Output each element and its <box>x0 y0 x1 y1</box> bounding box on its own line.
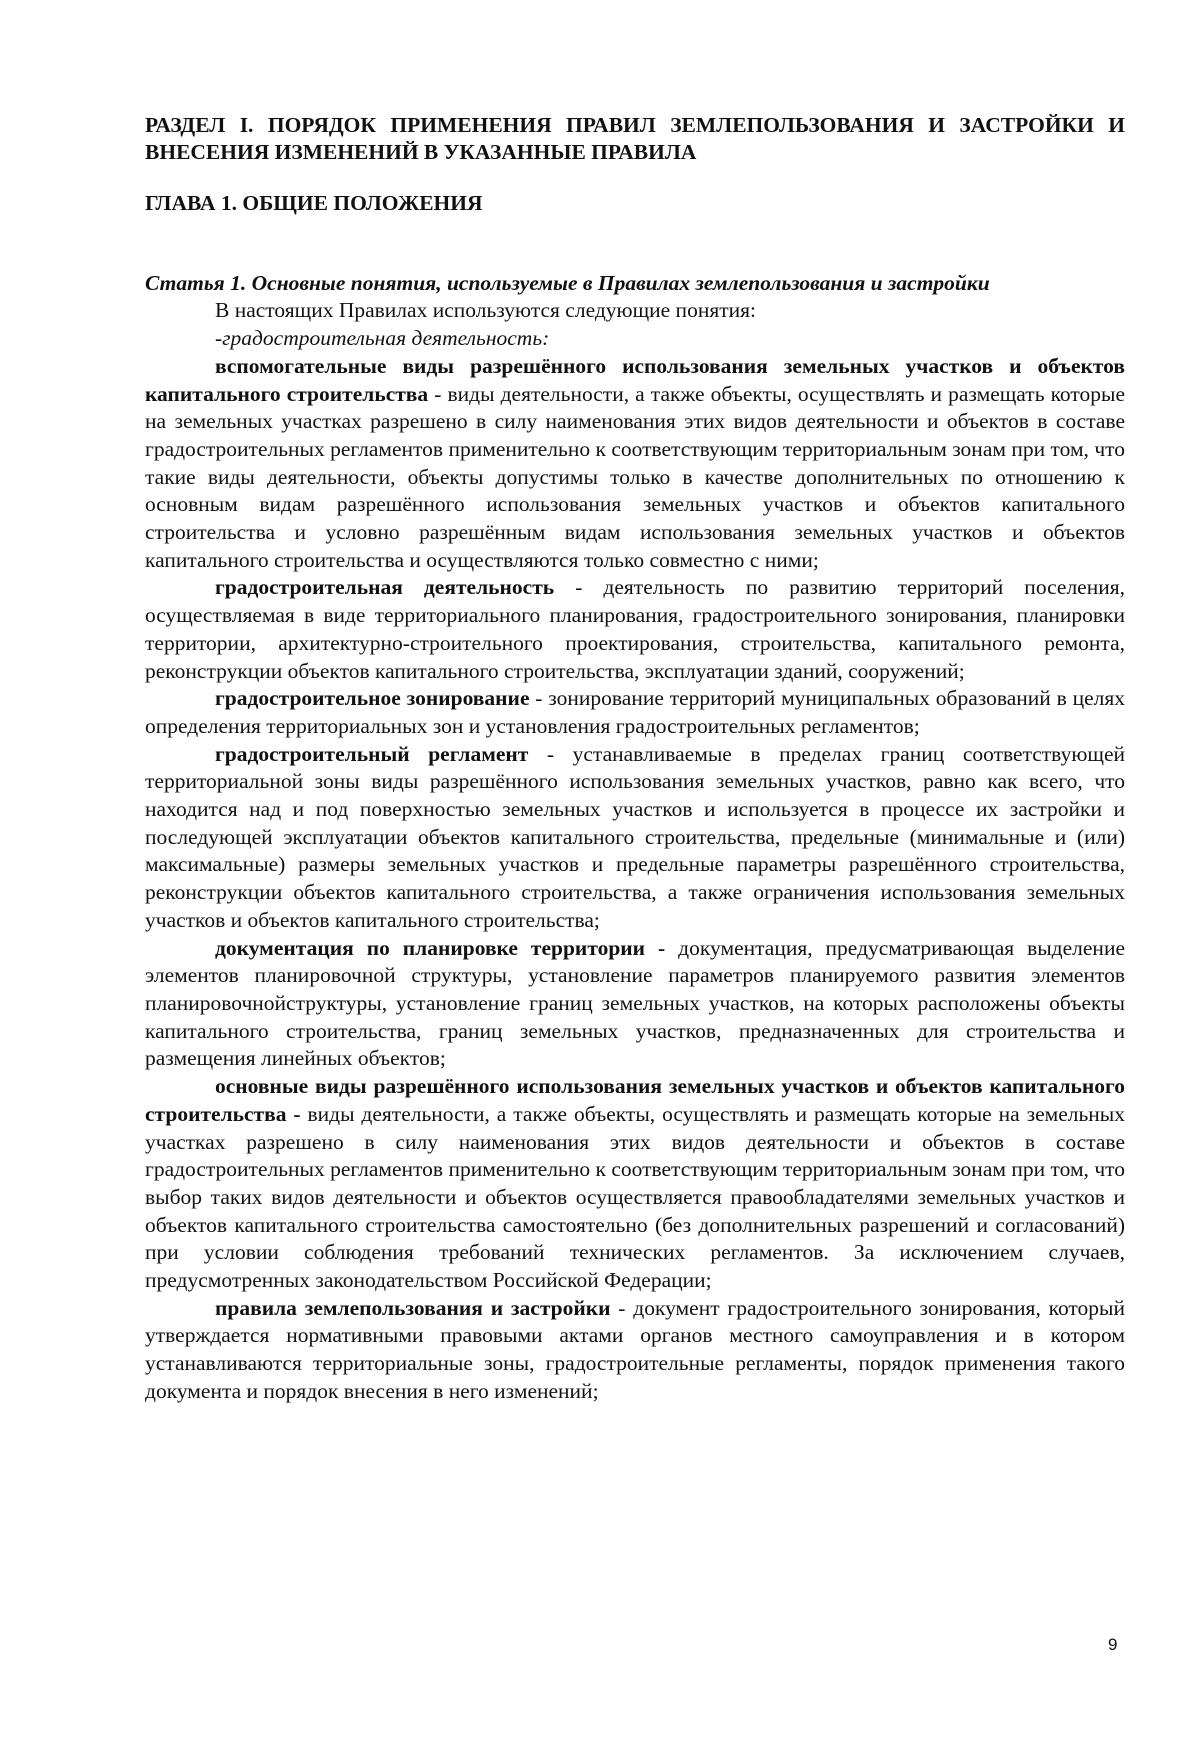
definition-paragraph <box>145 741 1125 935</box>
definition-term: документация по планировке территории - <box>215 935 666 960</box>
definition-term: градостроительный регламент <box>215 741 529 766</box>
definition-paragraph <box>145 1295 1125 1406</box>
definition-term: основные виды разрешённого использования земельных участков и объектов капитального строительства - <box>145 1074 1125 1126</box>
definition-text: - виды деятельности, а также объекты, осуществлять и размещать которые на земельных участках разрешено в силу наименования этих видов деятельности и объектов в составе градостроительных регламентов применительно к соответствующим территориальным зонам при том, что такие виды деятельности, объекты допустимы только в качестве дополнительных по отношению к основным видам разрешённого использования земельных участков и объектов капитального строительства и условно разрешённым видам использования земельных участков и объектов капитального строительства и осуществляются только совместно с ними; <box>145 381 1125 572</box>
article-title: Статья 1. Основные понятия, используемые в Правилах землепользования и застройки <box>145 270 990 295</box>
definition-paragraph <box>145 685 1125 740</box>
page-content <box>145 112 1125 1406</box>
definition-text: - зонирование территорий муниципальных образований в целях определения территориальных зон и установления градостроительных регламентов; <box>145 686 1125 738</box>
chapter-title: ГЛАВА 1. ОБЩИЕ ПОЛОЖЕНИЯ <box>145 191 483 215</box>
page-number: 9 <box>1108 1635 1118 1654</box>
definition-paragraph <box>145 1073 1125 1295</box>
definition-text: - устанавливаемые в пределах границ соответствующей территориальной зоны виды разрешённого использования земельных участков, равно как всего, что находится над и под поверхностью земельных участков и используется в процессе их застройки и последующей эксплуатации объектов капитального строительства, предельные (минимальные и (или) максимальные) размеры земельных участков и предельные параметры разрешённого строительства, реконструкции объектов капитального строительства, а также ограничения использования земельных участков и объектов капитального строительства; <box>145 741 1125 932</box>
definition-term: градостроительная деятельность <box>215 575 555 600</box>
intro-paragraph: В настоящих Правилах используются следующие понятия: <box>215 298 756 323</box>
section-title: РАЗДЕЛ I. ПОРЯДОК ПРИМЕНЕНИЯ ПРАВИЛ ЗЕМЛЕПОЛЬЗОВАНИЯ И ЗАСТРОЙКИ И ВНЕСЕНИЯ ИЗМЕНЕНИЙ В УКАЗАННЫЕ ПРАВИЛА <box>145 113 1125 164</box>
definition-text: виды деятельности, а также объекты, осуществлять и размещать которые на земельных участках разрешено в силу наименования этих видов деятельности и объектов в составе градостроительных регламентов применительно к соответствующим территориальным зонам при том, что выбор таких видов деятельности и объектов осуществляется правообладателями земельных участков и объектов капитального строительства самостоятельно (без дополнительных разрешений и согласований) при условии соблюдения требований технических регламентов. За исключением случаев, предусмотренных законодательством Российской Федерации; <box>145 1101 1125 1293</box>
intro-item: -градостроительная деятельность: <box>215 326 550 351</box>
definition-paragraph <box>145 574 1125 685</box>
definition-term: градостроительное зонирование <box>215 686 530 711</box>
definition-paragraph <box>145 935 1125 1074</box>
definition-text: - документ градостроительного зонирования, который утверждается нормативными правовыми актами органов местного самоуправления и в котором устанавливаются территориальные зоны, градостроительные регламенты, порядок применения такого документа и порядок внесения в него изменений; <box>145 1295 1125 1403</box>
definition-term: правила землепользования и застройки <box>215 1295 611 1320</box>
definition-text: документация, предусматривающая выделение элементов планировочной структуры, установление параметров планируемого развития элементов планировочнойструктуры, установление границ земельных участков, на которых расположены объекты капитального строительства, границ земельных участков, предназначенных для строительства и размещения линейных объектов; <box>145 935 1125 1071</box>
definition-text: - деятельность по развитию территорий поселения, осуществляемая в виде территориального планирования, градостроительного зонирования, планировки территории, архитектурно-строительного проектирования, строительства, капитального ремонта, реконструкции объектов капитального строительства, эксплуатации зданий, сооружений; <box>145 575 1125 683</box>
definition-paragraph <box>145 353 1125 575</box>
definition-term: вспомогательные виды разрешённого использования земельных участков и объектов капитального строительства <box>145 353 1125 406</box>
